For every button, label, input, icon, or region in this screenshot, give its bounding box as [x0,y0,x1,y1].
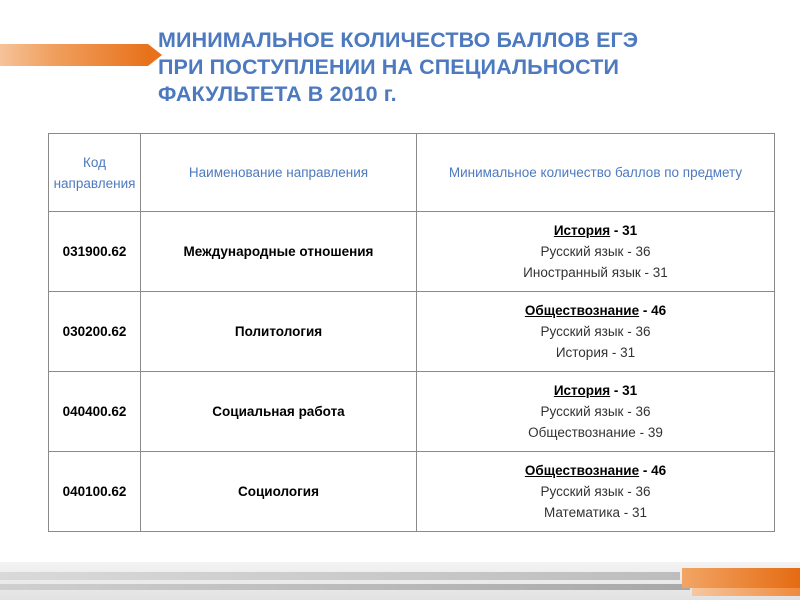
row-subjects [417,292,775,372]
main-subject [420,380,771,401]
row-code: 030200.62 [49,292,141,372]
decorative-gray-stripe [0,584,690,590]
row-code: 031900.62 [49,212,141,292]
slide-title [158,27,758,108]
subject-line: Математика - 31 [543,505,648,520]
main-subject [420,460,771,481]
table-row [49,372,775,452]
table-row [49,212,775,292]
decorative-orange-stripe [682,568,800,588]
main-subject-name: История [553,383,611,398]
header-min-score: Минимальное количество баллов по предмету [417,134,775,212]
row-subjects [417,372,775,452]
slide-title-line-3: ФАКУЛЬТЕТА В 2010 г. [158,82,397,106]
table-row [49,292,775,372]
main-subject-score: - 46 [639,463,667,478]
table-row [49,452,775,532]
slide-title-line-2: ПРИ ПОСТУПЛЕНИИ НА СПЕЦИАЛЬНОСТИ [158,55,620,79]
decorative-gray-stripe [0,572,680,580]
main-subject-name: История [553,223,611,238]
row-name: Международные отношения [141,212,417,292]
main-subject-score: - 31 [610,383,638,398]
subject-line: История - 31 [555,345,636,360]
row-subjects [417,212,775,292]
main-subject-score: - 46 [639,303,667,318]
row-code: 040400.62 [49,372,141,452]
decorative-bottom-band [0,562,800,600]
row-subjects [417,452,775,532]
ege-min-scores-table [48,133,775,532]
main-subject-name: Обществознание [524,303,640,318]
subject-line: Русский язык - 36 [540,244,651,259]
decorative-orange-arrow-bar [0,44,148,66]
subject-line: Русский язык - 36 [540,404,651,419]
main-subject [420,300,771,321]
header-code: Код направления [49,134,141,212]
table-header-row [49,134,775,212]
subject-line: Иностранный язык - 31 [523,265,668,280]
main-subject [420,220,771,241]
row-name: Социология [141,452,417,532]
row-name: Политология [141,292,417,372]
subject-line: Русский язык - 36 [540,484,651,499]
subject-line: Русский язык - 36 [540,324,651,339]
row-code: 040100.62 [49,452,141,532]
main-subject-name: Обществознание [524,463,640,478]
row-name: Социальная работа [141,372,417,452]
header-name: Наименование направления [141,134,417,212]
decorative-orange-stripe [692,588,800,596]
main-subject-score: - 31 [610,223,638,238]
slide-title-line-1: МИНИМАЛЬНОЕ КОЛИЧЕСТВО БАЛЛОВ ЕГЭ [158,28,639,52]
subject-line: Обществознание - 39 [528,425,663,440]
